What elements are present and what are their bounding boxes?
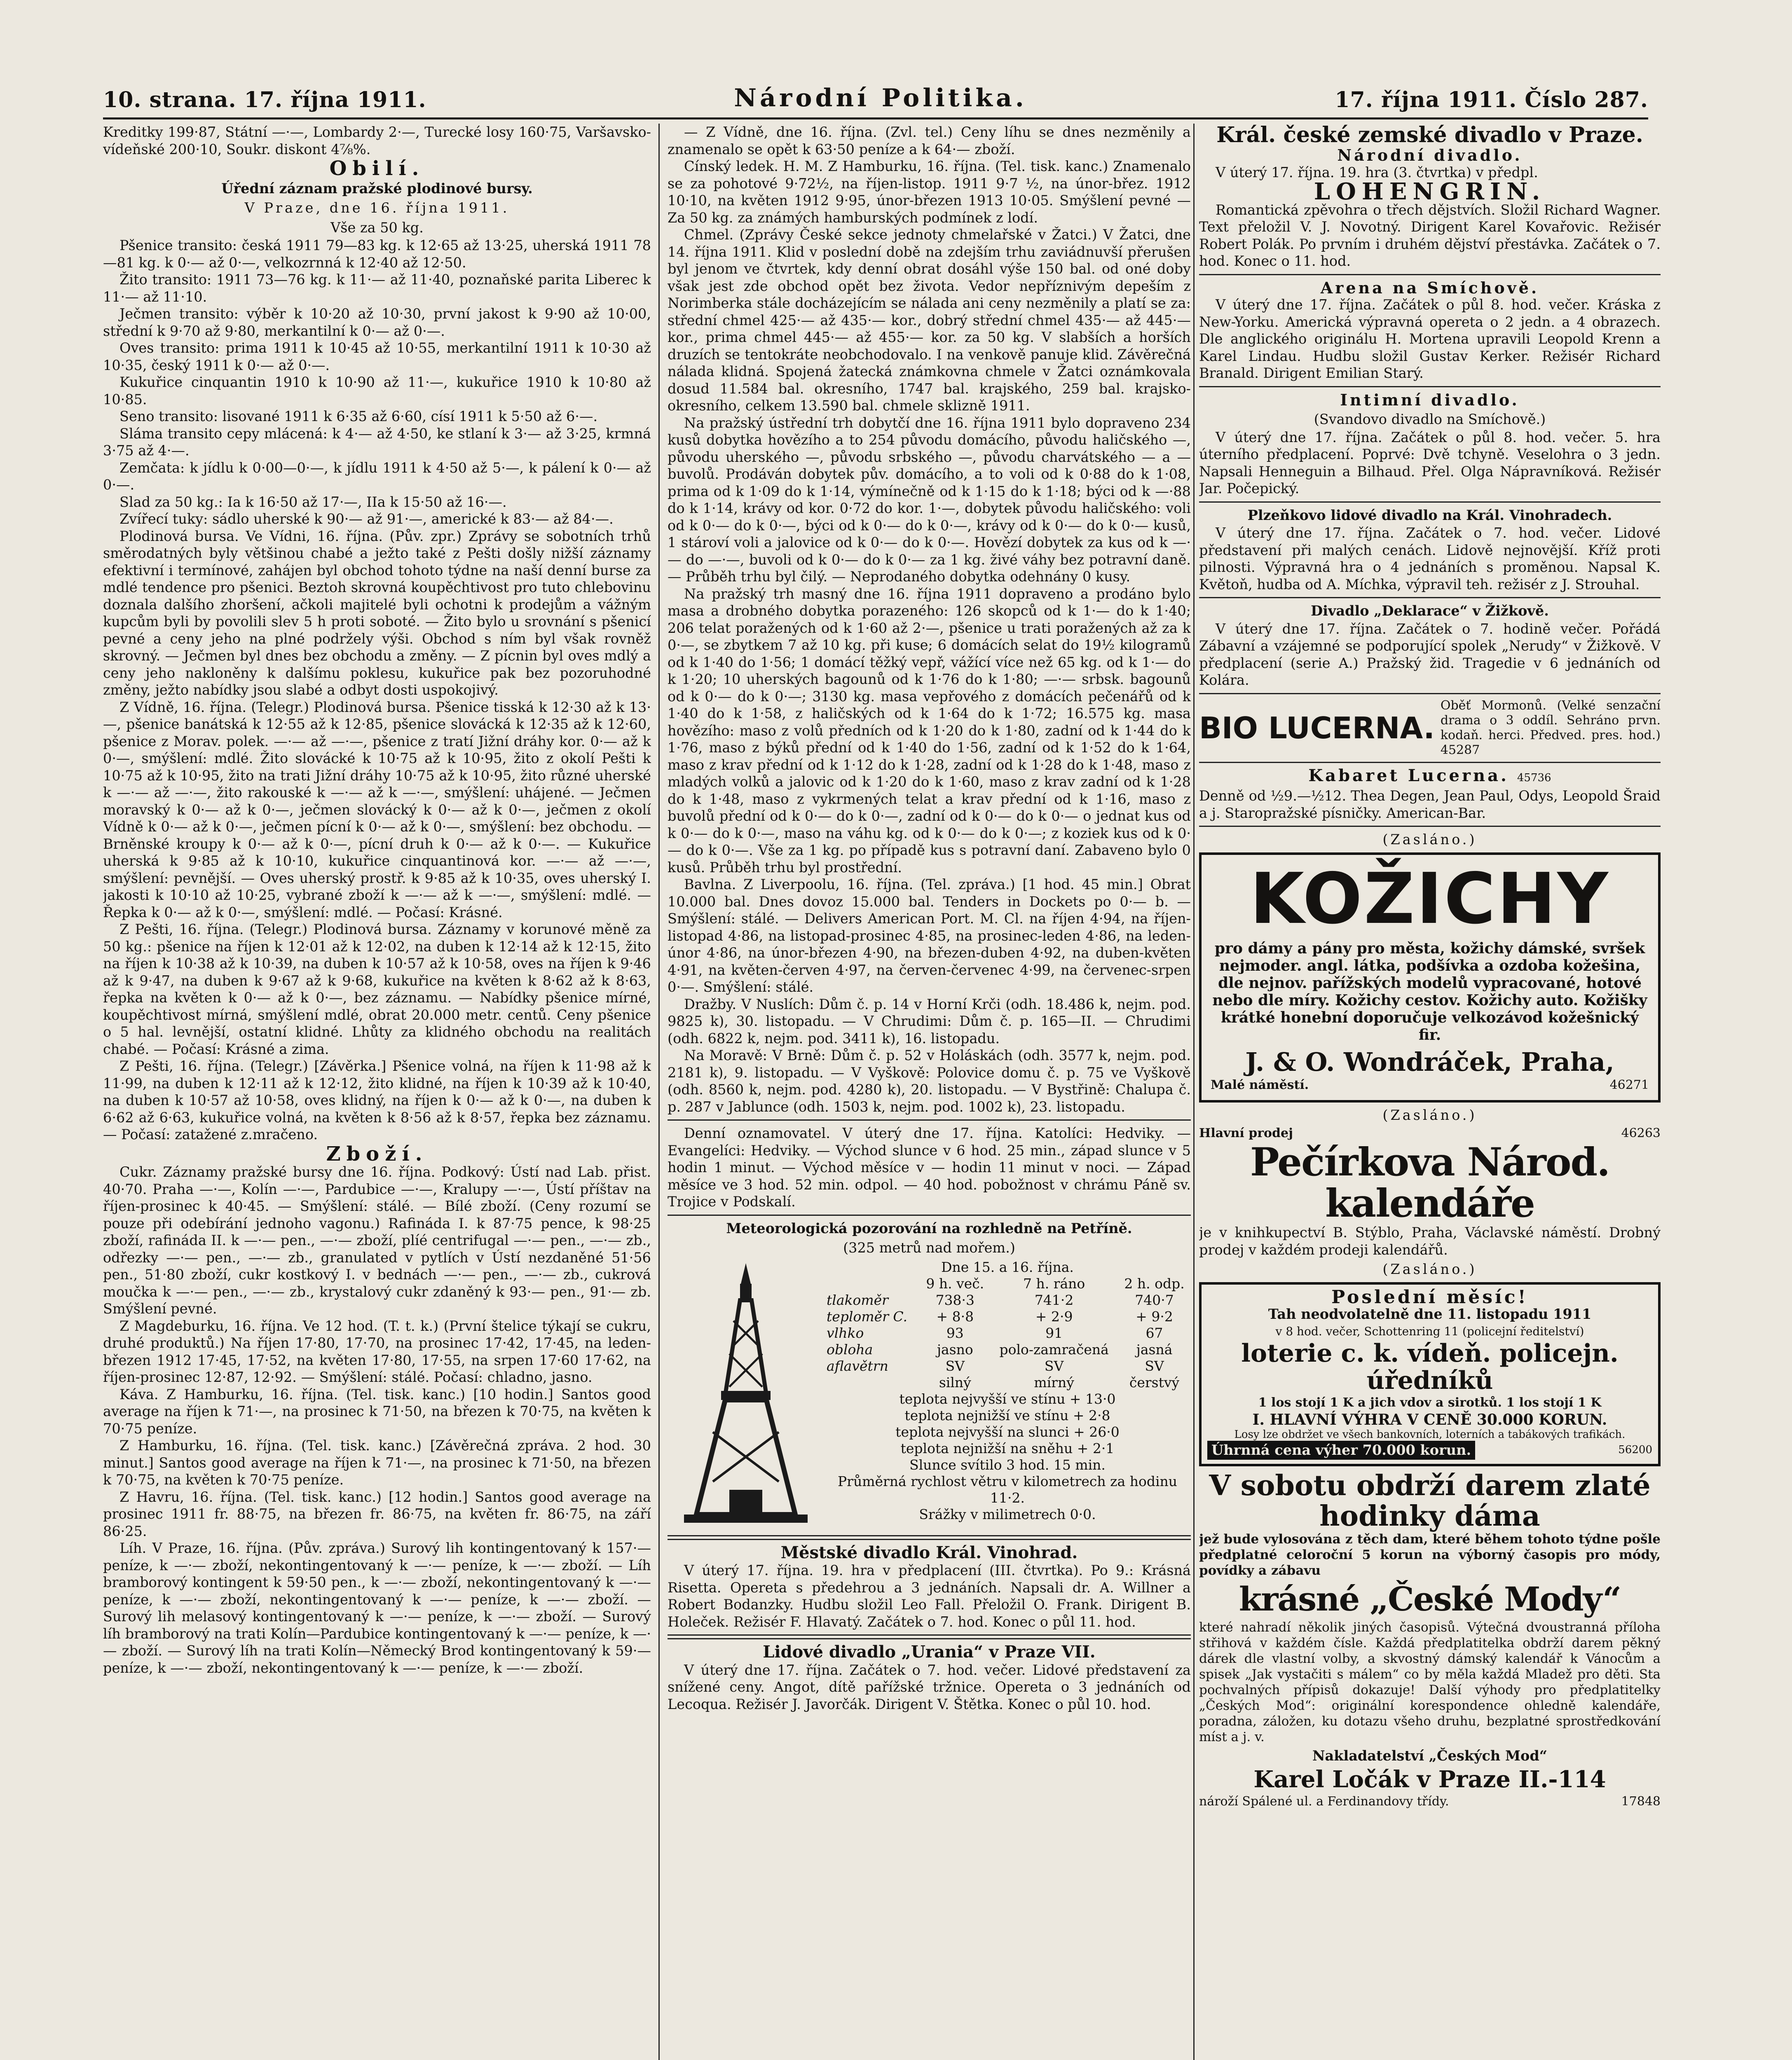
meteo-value: 741·2 <box>1034 1292 1074 1308</box>
loterie-footer <box>1207 1441 1652 1460</box>
kozichy-firm: J. & O. Wondráček, Praha, <box>1245 1046 1614 1077</box>
article-paragraph: Bavlna. Z Liverpoolu, 16. října. (Tel. zpráva.) [1 hod. 45 min.] Obrat 10.000 bal. Dnes dovoz 15.000 bal. Tenders in Dockets po 0·— b. — Smýšlení: stálé. — Delivers American Port. M. Cl. na říjen 4·94, na říjen-listopad 4·86, na listopad-prosinec 4·85, na prosinec-leden 4·86, na leden-únor 4·86, na únor-březen 4·90, na březen-duben 4·92, na duben-květen 4·91, na květen-červen 4·97, na červen-červenec 4·99, na červenec-srpen 0·—. Smýšlení: stálé. <box>668 876 1191 995</box>
meteo-label: tlakoměr <box>827 1292 888 1308</box>
loterie-total: Úhrnná cena výher 70.000 korun. <box>1207 1441 1475 1460</box>
locak-address: nároží Spálené ul. a Ferdinandovy třídy. <box>1199 1794 1449 1809</box>
meteo-table <box>824 1259 1191 1531</box>
vydavatel: Nakladatelství „Českých Mod“ <box>1312 1747 1548 1764</box>
loterie-line: I. HLAVNÍ VÝHRA V CENĚ 30.000 KORUN. <box>1252 1411 1607 1428</box>
meteo-value: 93 <box>946 1325 964 1341</box>
ad-number: 46263 <box>1621 1126 1661 1140</box>
article-paragraph: Z Magdeburku, 16. října. Ve 12 hod. (T. t. k.) (První štelice týkají se cukru, druhé produktů.) Na říjen 17·80, 17·70, na prosinec 17·42, 17·45, na leden-březen 1912 17·45, 17·52, na květen 17·80, 17·55, na srpen 17·60 17·62, na říjen-prosinec 12·87, 12·92. — Smýšlení: stálé. Počasí: chladno, jasno. <box>103 1318 651 1385</box>
meteo-value: mírný <box>1034 1374 1074 1390</box>
article-paragraph: Káva. Z Hamburku, 16. října. (Tel. tisk. kanc.) [10 hodin.] Santos good average na říjen k 71·—, na prosinec k 71·50, na březen k 70·75, na květen k 70·75 peníze. <box>103 1386 651 1437</box>
article-paragraph: Romantická zpěvohra o třech dějstvích. Složil Richard Wagner. Text přeložil V. J. Novotný. Dirigent Karel Kovařovic. Režisér Robert Polák. Po prvním i druhém dějství přestávka. Začátek o 7. hod. Konec o 11. hod. <box>1199 201 1661 269</box>
masthead-right: 17. října 1911. Číslo 287. <box>1335 87 1648 112</box>
divider <box>1199 826 1661 827</box>
article-paragraph: Kukuřice cinquantin 1910 k 10·90 až 11·—, kukuřice 1910 k 10·80 až 10·85. <box>103 374 651 407</box>
article-paragraph: Denně od ½9.—½12. Thea Degen, Jean Paul, Odys, Leopold Šraid a j. Staropražské písničky. American-Bar. <box>1199 788 1661 821</box>
meteo-line: teplota nejnižší na sněhu + 2·1 <box>900 1440 1115 1456</box>
article-paragraph: Dražby. V Nuslích: Dům č. p. 14 v Horní Krči (odh. 18.486 k, nejm. pod. 9825 k), 30. listopadu. — V Chrudimi: Dům č. p. 165—II. — Chrudimi (odh. 6822 k, nejm. pod. 3411 k), 16. listopadu. <box>668 996 1191 1046</box>
meteo-row <box>824 1309 1191 1325</box>
column-divider <box>1193 124 1195 2060</box>
article-paragraph: Líh. V Praze, 16. října. (Pův. zpráva.) Surový lih kontingentovaný k 157·— peníze, k —·— zboží, nekontingentovaný k —·— peníze, k —·— zboží. — Líh bramborový kontingent k 59·50 pen., k —·— zboží, nekontingentovaný k —·— peníze, k —·— zboží, nekontingentovaný k —·— peníze, k —·— zboží. — Surový lih melasový kontingentovaný k —·— peníze, k —·— zboží. — Surový líh bramborový na trati Kolín—Pardubice kontingentovaný k —·— peníze, k —·— zboží. — Surový líh na trati Kolín—Německý Brod kontingentovaný k 59·— peníze, k —·— zboží, nekontingentovaný k —·— peníze, k —·— zboží. <box>103 1540 651 1676</box>
sobotu-text: jež bude vylosována z těch dam, které během tohoto týdne pošle předplatné celoroční 5 korun na výborný časopis pro módy, povídky a zábavu <box>1199 1531 1661 1578</box>
meteo-line: teplota nejvyšší na slunci + 26·0 <box>895 1423 1120 1440</box>
article-paragraph: Na pražský trh masný dne 16. října 1911 dopraveno a prodáno bylo masa a drobného dobytka porazeného: 126 skopců od k 1·— do k 1·40; 206 telat poražených od k 1·60 až 2·—, pšenice u trati poražených až za k 0·—, se zbytkem 7 až 10 kg. při kuse; 6 domácích selat do 19½ kilogramů od k 1·40 do 1·56; 1 domácí těžký vepř, vážící více než 65 kg. od k 1·— do k 1·20; 10 uherských bagounů od k 1·76 do k 1·80; —·— srbsk. bagounů od k 0·— do k 0·—; 3130 kg. masa vepřového z domácích pečenářů od k 1·40 do k 1·58, z haličských od k 1·64 do k 1·72; 16.575 kg. masa hovězího: maso z volů předních od k 1·20 do k 1·80, zadní od k 1·44 do k 1·76, maso z býků přední od k 1·40 do 1·56, zadní od k 1·52 do k 1·64, maso z krav přední od k 1·12 do k 1·28, zadní od k 1·28 do k 1·48, maso z mladých volků a jalovic od k 1·20 do k 1·60, maso z krav zadní od k 1·28 do k 1·48, maso z vykrmených telat a krav přední od k 1·16, maso z buvolů přední od k 0·— do k 0·—, zadní od k 0·— do k 0·— o jednat kus od k 0·— do k 0·—, maso na váhu kg. od k 0·— do k 0·—; z koziek kus od k 0·— do k 0·—. Vše za 1 kg. po případě kus s potravní daní. Zabaveno bylo 0 kusů. Průběh trhu byl prostřední. <box>668 585 1191 876</box>
meteo-row <box>824 1325 1191 1341</box>
meteo-value: čerstvý <box>1129 1374 1180 1390</box>
divider <box>668 1535 1191 1540</box>
dateline: V Praze, dne 16. října 1911. <box>244 200 510 216</box>
meteo-value: + 8·8 <box>936 1308 974 1325</box>
theatre-heading-urania: Lidové divadlo „Urania“ v Praze VII. <box>763 1642 1096 1662</box>
pecirka-head-row <box>1199 1125 1661 1142</box>
pecirka-text: je v knihkupectví B. Stýblo, Praha, Václavské náměstí. Drobný prodej v každém prodeji kalendářů. <box>1199 1224 1661 1258</box>
loterie-ad <box>1199 1282 1661 1466</box>
meteo-value: polo-zamračená <box>999 1341 1109 1358</box>
locak-footer <box>1199 1793 1661 1810</box>
meteo-row <box>824 1292 1191 1309</box>
meteo-header-row <box>824 1276 1191 1292</box>
article-paragraph: Z Pešti, 16. října. (Telegr.) Plodinová bursa. Záznamy v korunové měně za 50 kg.: pšenice na říjen k 12·01 až k 12·02, na duben k 12·14 až k 12·15, žito na říjen k 10·38 až k 10·39, na duben k 10·57 až k 10·58, oves na říjen k 9·46 až k 9·47, na duben k 9·67 až k 9·68, kukuřice na květen k 8·62 až k 8·63, řepka na květen k 0·— až k 0·—, bez záznamu. — Nabídky pšenice mírné, koupěchtivost mírná, smýšlení mdlé, obrat 20.000 metr. centů. Ceny pšenice o 5 hal. levnější, ostatní klidné. Lhůty za klidného obchodu na realitách chabé. — Počasí: Krásné a zima. <box>103 921 651 1057</box>
meteo-line: Slunce svítilo 3 hod. 15 min. <box>909 1456 1106 1473</box>
divider <box>1199 501 1661 503</box>
loterie-line: 1 los stojí 1 K a jich vdov a sirotků. 1 los stojí 1 K <box>1258 1395 1602 1410</box>
article-paragraph: Zemčata: k jídlu k 0·00—0·—, k jídlu 1911 k 4·50 až 5·—, k pálení k 0·— až 0·—. <box>103 459 651 493</box>
meteo-date: Dne 15. a 16. října. <box>941 1259 1074 1275</box>
divider <box>1199 762 1661 763</box>
theatre-heading-plzenkovo: Plzeňkovo lidové divadlo na Král. Vinohradech. <box>1247 507 1612 523</box>
subheading: Úřední záznam pražské plodinové bursy. <box>221 180 533 197</box>
article-paragraph: Z Vídně, 16. října. (Telegr.) Plodinová bursa. Pšenice tisská k 12·30 až k 13·—, pšenice banátská k 12·55 až k 12·85, pšenice slovácká k 12·35 až k 12·60, pšenice z Morav. polek. —·— až —·—, pšenice z tratí Jižní dráhy kor. 0·— až k 0·—, smýšlení: mdlé. Žito slovácké k 10·75 až k 10·95, žito z okolí Pešti k 10·75 až k 10·95, žito na trati Jižní dráhy 10·75 až k 10·95, žito různé uherské k —·— až —·—, žito rakouské k —·— až k —·—, smýšlení: uhájené. — Ječmen moravský k 0·— až k 0·—, ječmen slovácký k 0·— až k 0·—, ječmen z okolí Vídně k 0·— až k 0·—, ječmen pícní k 0·— až k 0·—, smýšlení: bez obchodu. — Brněnské kroupy k 0·— až k 0·—, pícní druh k 0·— až k 0·—. — Kukuřice uherská k 9·85 až k 10·10, kukuřice cinquantinová kor. —·— až —·—, smýšlení: pevnější. — Oves uherský prostř. k 9·85 až k 10·35, oves uherský I. jakosti k 10·10 až 10·25, vybrané zboží k —·— až k —·—, smýšlení: mdlé. — Řepka k 0·— až k 0·—, smýšlení: mdlé. — Počasí: Krásné. <box>103 699 651 920</box>
theatre-heading-national: Král. české zemské divadlo v Praze. <box>1216 124 1643 147</box>
ad-number: 46271 <box>1609 1077 1649 1092</box>
meteo-value: silný <box>939 1374 971 1390</box>
theatre-heading-deklarace: Divadlo „Deklarace“ v Žižkově. <box>1311 603 1549 619</box>
kozichy-ad <box>1199 852 1661 1103</box>
meteo-subheading: (325 metrů nad mořem.) <box>843 1240 1015 1256</box>
divider <box>668 1119 1191 1121</box>
divider <box>668 1634 1191 1639</box>
article-paragraph: Chmel. (Zprávy České sekce jednoty chmelařské v Žatci.) V Žatci, dne 14. října 1911. Klid v poslední době na zdejším trhu zaviádnuvší přerušen byl jenom ve čtvrtek, kdy denní obrat dosáhl výše 150 bal. od oné doby však jest zde obchod opět bez života. Vedor nepříznivým depeším z Norimberka stále docházejícím se nálada ani ceny nezměnily a platí se za: střední chmel 425·— až 435·— kor., dobrý střední chmel 435·— až 445·— kor., prima chmel 445·— až 455·— kor. za 50 kg. V slabších a horších druzích se tentokráte neobchodovalo. I na venkově panuje klid. Závěrečná nálada klidná. Spojená žatecká známkovna chmele v Žatci oznámkovala dosud 11.584 bal. okresního, 1747 bal. krajského, 259 bal. krajsko-okresního, celkem 13.590 bal. chmele sklizně 1911. <box>668 227 1191 414</box>
ad-number: 45736 <box>1517 771 1551 784</box>
theatre-subheading: (Svandovo divadlo na Smíchově.) <box>1314 411 1546 427</box>
zaslano-label: (Zasláno.) <box>1382 831 1477 847</box>
zaslano-label: (Zasláno.) <box>1382 1107 1477 1123</box>
theatre-heading-intimni: Intimní divadlo. <box>1340 390 1520 409</box>
ad-number: 17848 <box>1621 1794 1661 1809</box>
meteo-time: 9 h. več. <box>926 1275 984 1292</box>
article-paragraph: Kreditky 199·87, Státní —·—, Lombardy 2·—, Turecké losy 160·75, Varšavsko-vídeňské 200·10, Soukr. diskont 4⅞%. <box>103 124 651 157</box>
loterie-headline: Poslední měsíc! <box>1331 1286 1528 1308</box>
article-paragraph: Oves transito: prima 1911 k 10·45 až 10·55, merkantilní 1911 k 10·30 až 10·35, český 1911 k 0·— až 0·—. <box>103 340 651 373</box>
pecirka-title: Pečírkova Národ. kalendáře <box>1250 1140 1609 1226</box>
divider <box>1199 274 1661 275</box>
lucerna-description: Oběť Mormonů. (Velké senzační drama o 3 oddíl. Sehráno prvn. kodaň. herci. Předved. pres. hod.) <box>1440 698 1661 742</box>
article-paragraph: Z Havru, 16. října. (Tel. tisk. kanc.) [12 hodin.] Santos good average na prosinec 1911 fr. 88·75, na březen fr. 86·75, na květen fr. 86·75, na září 86·25. <box>103 1489 651 1539</box>
article-paragraph: V úterý dne 17. října. Začátek o 7. hod. večer. Lidové představení za snížené ceny. Angot, dítě pařížské tržnice. Opereta o 3 jednáních od Lecoqua. Režisér J. Javorčák. Dirigent V. Štětka. Konec o půl 10. hod. <box>668 1662 1191 1712</box>
kozichy-address: Malé náměstí. <box>1211 1077 1309 1092</box>
mody-text: které nahradí několik jiných časopisů. Výtečná dvoustranná příloha střihová v každém čísle. Každá předplatitelka obdrží darem pěkný dárek dle vlastní volby, a skvostný dámský kalendář k Vánocům a spisek „Jak vystačiti s málem“ co by měla každá Mladež pro děti. Sta pochvalných přípisů dokazuje! Další výhody pro předplatitelky „Českých Mod“: originální korespondence ohledně kalendáře, poradna, záložen, ku dotazu všeho druhu, bezplatné sprostředkování míst a j. v. <box>1199 1620 1661 1744</box>
meteo-value: SV <box>945 1358 965 1374</box>
kabaret-heading <box>1199 767 1661 787</box>
lucerna-ad <box>1199 698 1661 758</box>
article-paragraph: Cukr. Záznamy pražské bursy dne 16. října. Podkový: Ústí nad Lab. přist. 40·70. Praha —·—, Kolín —·—, Pardubice —·—, Kralupy —·—, Ústí příštav na říjen-prosinec k 40·45. — Smýšlení: stálé. — Bílé zboží. (Ceny rozumí se pouze při odebírání jednoho vagonu.) Rafináda I. k 87·75 pence, k 98·25 zboží, rafináda II. k —·— pen., —·— zboží, plíé centrifugal —·— pen., —·— zb., odřezky —·— pen., —·— zb., granulated v pytlích v Ústí nezdaněné 51·56 pen., 51·80 zboží, cukr kostkový I. v bednách —·— pen., —·— zb., cukrová moučka k —·— pen., —·— zb., krystalový cukr zdaněný k 93·— pen., 91·— zb. Smýšlení pevné. <box>103 1164 651 1317</box>
meteo-label: vlhko <box>827 1325 864 1341</box>
theatre-heading-vinohrady: Městské divadlo Král. Vinohrad. <box>780 1543 1078 1562</box>
sobotu-headline: V sobotu obdrží darem zlaté hodinky dáma <box>1209 1469 1651 1533</box>
pecirka-head: Hlavní prodej <box>1199 1126 1293 1140</box>
article-paragraph: Denní oznamovatel. V úterý dne 17. října. Katolíci: Hedviky. — Evangelíci: Hedviky. — Východ slunce v 6 hod. 25 min., západ slunce v 5 hodin 1 minut. — Východ měsíce v — hodin 11 minut v noci. — Západ měsíce ve 3 hod. 52 min. odpol. — 40 hod. pobožnost v chrámu Páně sv. Trojice v Podskalí. <box>668 1125 1191 1210</box>
meteo-row <box>824 1341 1191 1358</box>
divider <box>1199 693 1661 694</box>
loterie-line: Tah neodvolatelně dne 11. listopadu 1911 <box>1268 1306 1592 1322</box>
article-paragraph: V úterý dne 17. října. Začátek o půl 8. hod. večer. 5. hra úterního předplacení. Poprvé: Dvě tchyně. Veselohra o 3 jedn. Napsali Henneguin a Bilhaud. Přel. Olga Nápravníková. Režisér Jar. Počepický. <box>1199 429 1661 496</box>
petrin-tower-illustration <box>668 1259 824 1531</box>
meteo-heading: Meteorologická pozorování na rozhledně na Petříně. <box>726 1220 1132 1236</box>
masthead-title: Národní Politika. <box>734 84 1027 112</box>
meteo-line: teplota nejnižší ve stínu + 2·8 <box>904 1407 1110 1423</box>
column-2 <box>668 124 1191 2060</box>
divider <box>1199 597 1661 598</box>
masthead <box>103 70 1648 119</box>
lucerna-logo: BIO LUCERNA. <box>1199 710 1435 745</box>
ceske-mody-title: krásné „České Mody“ <box>1239 1579 1621 1618</box>
meteo-value: jasno <box>937 1341 973 1358</box>
article-paragraph: V úterý dne 17. října. Začátek o 7. hodině večer. Pořádá Zábavní a vzájemné se podporující spolek „Nerudy“ v Žižkově. V předplacení (serie A.) Pražský žid. Tragedie v 6 jednáních od Kolára. <box>1199 620 1661 688</box>
theatre-heading-arena: Arena na Smíchově. <box>1320 278 1539 297</box>
meteo-value: SV <box>1145 1358 1164 1374</box>
article-paragraph: Žito transito: 1911 73—76 kg. k 11·— až 11·40, poznaňské parita Liberec k 11·— až 11·10. <box>103 272 651 305</box>
meteo-label <box>824 1374 920 1391</box>
article-paragraph: V úterý dne 17. října. Začátek o půl 8. hod. večer. Kráska z New-Yorku. Americká výpravná opereta o 2 jedn. a 4 obrazech. Dle anglického originálu H. Mortena upravili Leopold Krenn a Karel Lindau. Hudbu složil Gustav Kerker. Režisér Richard Branald. Dirigent Emilian Starý. <box>1199 297 1661 381</box>
meteo-value: 67 <box>1145 1325 1163 1341</box>
loterie-line: v 8 hod. večer, Schottenring 11 (policejní ředitelství) <box>1275 1324 1584 1338</box>
loterie-line: Losy lze obdržet ve všech bankovních, loterních a tabákových trafikách. <box>1234 1428 1626 1441</box>
article-paragraph: Slad za 50 kg.: Ia k 16·50 až 17·—, IIa k 15·50 až 16·—. <box>119 494 507 510</box>
meteo-value: jasná <box>1136 1341 1173 1358</box>
article-paragraph: Plodinová bursa. Ve Vídni, 16. října. (Pův. zpr.) Zprávy se sobotních trhů směrodatných byly většinou chabé a ježto také z Pešti došly nižší záznamy efektivní i termínové, zahájen byl obchod tohoto týdne na naší denní burse za mdlé tendence pro pšenici. Beztoh skrovná koupěchtivost pro tuto chlebovinu doznala dalšího zhoršení, ačkoli majitelé byli ochotni k prodejům a vážným kupcům byli by povolili slev 5 h proti soboté. — Žito bylo u srovnání s pšenicí pevné a ceny jeho na plné podržely výši. Obchod s ním byl však rovněž skrovný. — Ječmen byl dnes bez obchodu a změny. — Z pícnin byl oves mdlý a ceny jeho nakloněny k dalšímu poklesu, kukuřice pak bez pozoruhodné změny, ježto nabídky jsou slabé a odbyt dosti uspokojivý. <box>103 528 651 698</box>
meteo-label: teploměr C. <box>827 1308 907 1325</box>
zaslano-label: (Zasláno.) <box>1382 1261 1477 1277</box>
article-paragraph: V úterý 17. října. 19. hra v předplacení (III. čtvrtka). Po 9.: Krásná Risetta. Opereta s předehrou a 3 jednáních. Napsali dr. A. Willner a Robert Bodanzky. Hudbu složil Leo Fall. Přeložil O. Frank. Dirigent B. Holeček. Režisér F. Hlavatý. Začátek o 7. hod. Konec o půl 11. hod. <box>668 1562 1191 1630</box>
article-paragraph: Na Moravě: V Brně: Dům č. p. 52 v Holáskách (odh. 3577 k, nejm. pod. 2181 k), 9. listopadu. — V Vyškově: Polovice domu č. p. 75 ve Vyškově (odh. 8560 k, nejm. pod. 4280 k), 20. listopadu. — V Bystřině: Chalupa č. p. 287 v Jablunce (odh. 1503 k, nejm. pod. 1002 k), 23. listopadu. <box>668 1047 1191 1115</box>
article-paragraph: Ječmen transito: výběr k 10·20 až 10·30, první jakost k 9·90 až 10·00, střední k 9·70 až 9·80, merkantilní k 0·— až 0·—. <box>103 306 651 339</box>
article-paragraph: V úterý dne 17. října. Začátek o 7. hod. večer. Lidové představení při malých cenách. Lidově nejnovější. Kříž proti pilnosti. Výpravná hra o 4 jednáních s proměnou. Napsal K. Květoň, hudba od A. Míchka, výpravil teh. režisér z J. Strouhal. <box>1199 525 1661 592</box>
article-paragraph: Z Hamburku, 16. října. (Tel. tisk. kanc.) [Závěrečná zpráva. 2 hod. 30 minut.] Santos good average na říjen k 71·—, na prosinec k 71·50, na březen k 70·75, na květen k 70·75 peníze. <box>103 1437 651 1488</box>
ad-number: 45287 <box>1440 742 1480 757</box>
article-paragraph: Sláma transito cepy mlácená: k 4·— až 4·50, ke stlaní k 3·— až 3·25, krmná 3·75 až 4·—. <box>103 425 651 459</box>
loterie-title: loterie c. k. vídeň. policejn. úředníků <box>1241 1339 1619 1395</box>
meteo-time: 7 h. ráno <box>1023 1275 1085 1292</box>
meteo-value: 738·3 <box>935 1292 975 1308</box>
opera-title: LOHENGRIN. <box>1314 178 1546 205</box>
column-divider <box>658 124 660 2060</box>
kozichy-footer <box>1211 1077 1649 1094</box>
section-heading-zbozi: Zboží. <box>326 1142 428 1166</box>
column-1 <box>103 124 651 2060</box>
meteo-value: + 2·9 <box>1035 1308 1073 1325</box>
meteo-label: obloha <box>827 1341 873 1358</box>
ad-number: 56200 <box>1618 1444 1652 1456</box>
article-paragraph: V úterý 17. října. 19. hra (3. čtvrtka) v předpl. <box>1216 164 1538 180</box>
meteo-row <box>824 1374 1191 1391</box>
article-paragraph: Pšenice transito: česká 1911 79—83 kg. k 12·65 až 13·25, uherská 1911 78—81 kg. k 0·— až 0·—, velkozrnná k 12·40 až 12·50. <box>103 237 651 271</box>
meteo-line: Průměrná rychlost větru v kilometrech za hodinu 11·2. <box>837 1473 1178 1506</box>
article-paragraph: Na pražský ústřední trh dobytčí dne 16. října 1911 bylo dopraveno 234 kusů dobytka hovězího a to 254 původu domácího, původu haličského —, původu uherského —, původu srbského —, původu charvátského — a — buvolů. Prodáván dobytek pův. domácího, a to voli od k 0·88 do k 1·08, prima od k 1·09 do k 1·14, výmínečně od k 1·15 do k 1·18; býci od k —·88 do k 1·14, krávy od kor. 0·72 do kor. 1·—, dobytek původu haličského: voli od k 0·— do k 0·—, býci od k 0·— do k 0·—, krávy od k 0·— do k 0·— kusů, 1 stároví voli a jalovice od k 0·— do k 0·—. Hovězí dobytek za kus od k —·— do —·—, buvoli od k 0·— do k 0·— za 1 kg. živé váhy bez potravní daně. — Průběh trhu byl čilý. — Neprodaného dobytka odehnány 0 kusy. <box>668 414 1191 585</box>
section-heading-obili: Obilí. <box>329 157 425 180</box>
divider <box>668 1215 1191 1216</box>
masthead-left: 10. strana. 17. října 1911. <box>103 87 426 112</box>
article-paragraph: Zvířecí tuky: sádlo uherské k 90·— až 91·—, americké k 83·— až 84·—. <box>119 511 614 527</box>
kabaret-title: Kabaret Lucerna. <box>1308 765 1509 785</box>
unit-note: Vše za 50 kg. <box>330 219 424 236</box>
kozichy-title: KOŽICHY <box>1250 858 1610 940</box>
meteo-row <box>824 1358 1191 1374</box>
article-paragraph: Z Pešti, 16. října. (Telegr.) [Závěrka.] Pšenice volná, na říjen k 11·98 až k 11·99, na duben k 12·11 až k 12·12, žito klidné, na říjen k 10·39 až k 10·40, na duben k 10·57 až 10·58, oves klidný, na říjen k 0·— až k 0·—, na duben k 6·62 až 6·63, kukuřice volná, na květen k 8·56 až k 8·57, řepka bez záznamu. — Počasí: zatažené z.mračeno. <box>103 1058 651 1142</box>
meteo-line: Srážky v milimetrech 0·0. <box>919 1506 1096 1522</box>
article-paragraph: Seno transito: lisované 1911 k 6·35 až 6·60, císí 1911 k 5·50 až 6·—. <box>119 408 598 424</box>
kozichy-description: pro dámy a pány pro města, kožichy dámské, svršek nejmoder. angl. látka, podšívka a ozdoba kožešina, dle nejnov. pařížských modelů vypracované, hotové nebo dle míry. Kožichy cestov. Kožichy auto. Kožišky krátké honební doporučuje velkozávod kožešnický fir. <box>1212 939 1647 1044</box>
meteo-label: aflavětrn <box>827 1358 888 1374</box>
article-paragraph: — Z Vídně, dne 16. října. (Zvl. tel.) Ceny líhu se dnes nezměnily a znamenalo se opět k 63·50 peníze a k 64·— zboží. <box>668 124 1191 157</box>
meteo-value: SV <box>1044 1358 1064 1374</box>
locak-title: Karel Ločák v Praze II.-114 <box>1253 1766 1606 1793</box>
article-paragraph: Cínský ledek. H. M. Z Hamburku, 16. října. (Tel. tisk. kanc.) Znamenalo se za pohotové 9·72½, na říjen-listop. 1911 9·7 ½, na únor-břez. 1912 10·10, na květen 1912 9·95, únor-březen 1913 10·05. Smýšlení pevné — Za 50 kg. za známých hamburských podmínek z lodí. <box>668 158 1191 226</box>
meteo-value: 740·7 <box>1135 1292 1174 1308</box>
lucerna-text <box>1441 698 1661 758</box>
meteo-value: 91 <box>1045 1325 1063 1341</box>
theatre-subheading: Národní divadlo. <box>1337 146 1523 164</box>
divider <box>1199 386 1661 387</box>
meteo-block <box>668 1259 1191 1531</box>
meteo-line: teplota nejvyšší ve stínu + 13·0 <box>899 1390 1116 1407</box>
column-3 <box>1199 124 1661 2060</box>
meteo-value: + 9·2 <box>1136 1308 1173 1325</box>
meteo-time: 2 h. odp. <box>1124 1275 1185 1292</box>
